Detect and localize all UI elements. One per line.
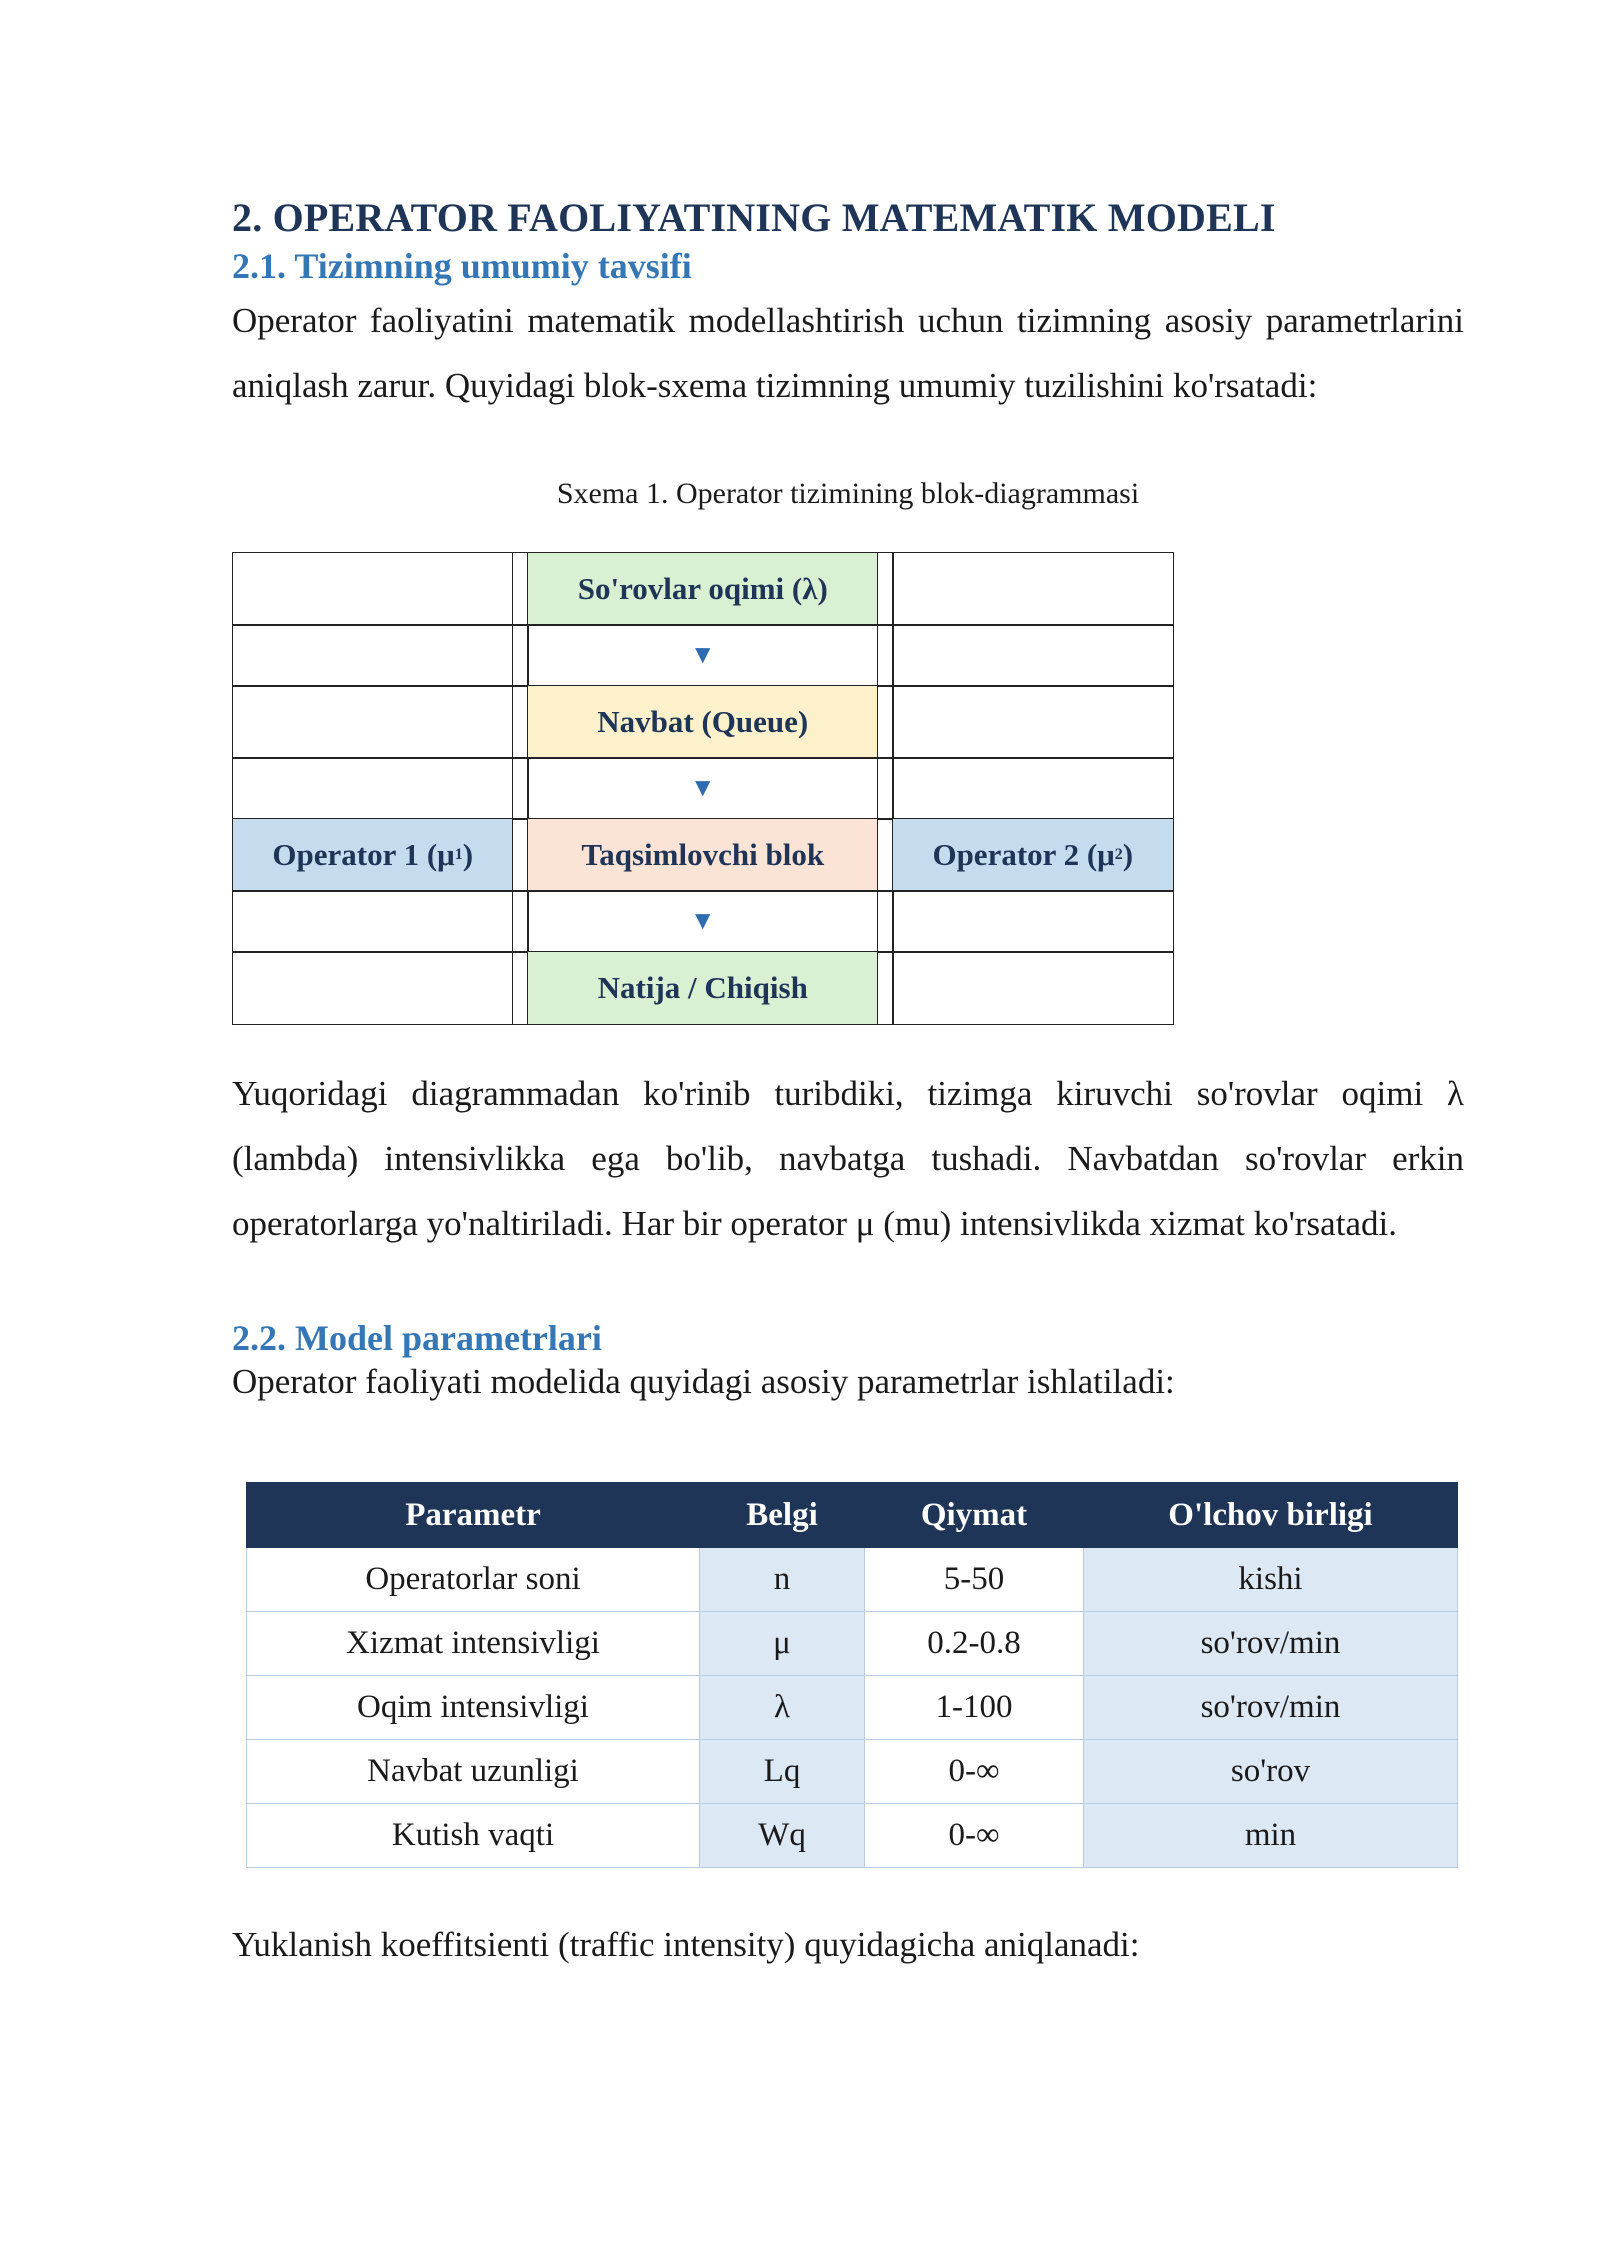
diagram-gap-cell — [512, 624, 529, 687]
cell-unit: so'rov/min — [1084, 1612, 1458, 1676]
table-header-row — [247, 1483, 1458, 1548]
output-block: Natija / Chiqish — [527, 951, 878, 1025]
column-header-value: Qiymat — [865, 1483, 1084, 1548]
diagram-row — [232, 624, 1172, 685]
diagram-gap-cell — [512, 685, 529, 759]
diagram-empty-cell — [232, 890, 513, 953]
table-row — [247, 1612, 1458, 1676]
cell-symbol: n — [700, 1548, 865, 1612]
operator-1-close: ) — [462, 836, 474, 872]
diagram-gap-cell — [512, 757, 529, 820]
operator-1-subscript: 1 — [454, 845, 463, 863]
diagram-gap-cell — [877, 818, 894, 892]
cell-symbol: μ — [700, 1612, 865, 1676]
operator-2-label: Operator 2 (μ — [932, 836, 1115, 872]
cell-symbol: λ — [700, 1676, 865, 1740]
operator-2-subscript: 2 — [1114, 845, 1123, 863]
diagram-empty-cell — [232, 552, 513, 626]
cell-symbol: Lq — [700, 1740, 865, 1804]
diagram-empty-cell — [892, 685, 1173, 759]
diagram-gap-cell — [877, 624, 894, 687]
queue-block: Navbat (Queue) — [527, 685, 878, 759]
section-title-2-2: 2.2. Model parametrlari — [232, 1318, 602, 1358]
traffic-intensity-paragraph: Yuklanish koeffitsienti (traffic intensity) quyidagicha aniqlanadi: — [232, 1925, 1140, 1964]
cell-unit: min — [1084, 1804, 1458, 1868]
page-content — [232, 192, 1464, 1977]
down-arrow-icon: ▼ — [527, 757, 878, 820]
column-header-symbol: Belgi — [700, 1483, 865, 1548]
cell-value: 0-∞ — [865, 1740, 1084, 1804]
diagram-empty-cell — [892, 552, 1173, 626]
table-row — [247, 1804, 1458, 1868]
diagram-row — [232, 890, 1172, 951]
cell-symbol: Wq — [700, 1804, 865, 1868]
operator-1-block — [232, 818, 513, 892]
distributor-block: Taqsimlovchi blok — [527, 818, 878, 892]
operator-2-close: ) — [1122, 836, 1134, 872]
diagram-gap-cell — [877, 552, 894, 626]
cell-parameter: Kutish vaqti — [247, 1804, 700, 1868]
cell-parameter: Xizmat intensivligi — [247, 1612, 700, 1676]
diagram-empty-cell — [232, 624, 513, 687]
cell-value: 0.2-0.8 — [865, 1612, 1084, 1676]
diagram-caption: Sxema 1. Operator tizimining blok-diagrammasi — [556, 477, 1140, 510]
cell-parameter: Oqim intensivligi — [247, 1676, 700, 1740]
diagram-gap-cell — [877, 951, 894, 1025]
cell-unit: so'rov — [1084, 1740, 1458, 1804]
diagram-gap-cell — [877, 757, 894, 820]
down-arrow-icon: ▼ — [527, 624, 878, 687]
diagram-row — [232, 685, 1172, 757]
diagram-gap-cell — [512, 818, 529, 892]
diagram-gap-cell — [512, 890, 529, 953]
diagram-empty-cell — [892, 624, 1173, 687]
cell-unit: so'rov/min — [1084, 1676, 1458, 1740]
section-title-2-1: 2.1. Tizimning umumiy tavsifi — [232, 246, 692, 286]
block-diagram — [232, 552, 1172, 1023]
section-intro-paragraph: Operator faoliyatini matematik modellashtirish uchun tizimning asosiy parametrlarini aniqlash zarur. Quyidagi blok-sxema tizimning umumiy tuzilishini ko'rsatadi: — [232, 301, 1464, 405]
diagram-row — [232, 757, 1172, 818]
down-arrow-icon: ▼ — [527, 890, 878, 953]
diagram-empty-cell — [232, 757, 513, 820]
diagram-row — [232, 951, 1172, 1023]
diagram-empty-cell — [892, 757, 1173, 820]
cell-value: 1-100 — [865, 1676, 1084, 1740]
table-row — [247, 1548, 1458, 1612]
cell-parameter: Navbat uzunligi — [247, 1740, 700, 1804]
diagram-description-paragraph: Yuqoridagi diagrammadan ko'rinib turibdiki, tizimga kiruvchi so'rovlar oqimi λ (lambda) intensivlikka ega bo'lib, navbatga tushadi. Navbatdan so'rovlar erkin operatorlarga yo'naltiriladi. Har bir operator μ (mu) intensivlikda xizmat ko'rsatadi. — [232, 1074, 1464, 1243]
diagram-gap-cell — [877, 890, 894, 953]
table-row — [247, 1676, 1458, 1740]
diagram-empty-cell — [892, 951, 1173, 1025]
diagram-gap-cell — [512, 951, 529, 1025]
chapter-heading: 2. OPERATOR FAOLIYATINING MATEMATIK MODELI — [232, 195, 1276, 240]
operator-1-label: Operator 1 (μ — [272, 836, 455, 872]
cell-value: 5-50 — [865, 1548, 1084, 1612]
diagram-empty-cell — [232, 685, 513, 759]
column-header-parameter: Parametr — [247, 1483, 700, 1548]
diagram-gap-cell — [512, 552, 529, 626]
diagram-row — [232, 818, 1172, 890]
cell-value: 0-∞ — [865, 1804, 1084, 1868]
parameters-table — [246, 1482, 1458, 1868]
parameters-intro-paragraph: Operator faoliyati modelida quyidagi asosiy parametrlar ishlatiladi: — [232, 1362, 1175, 1401]
input-flow-block: So'rovlar oqimi (λ) — [527, 552, 878, 626]
column-header-unit: O'lchov birligi — [1084, 1483, 1458, 1548]
diagram-empty-cell — [232, 951, 513, 1025]
operator-2-block — [892, 818, 1173, 892]
diagram-row — [232, 552, 1172, 624]
cell-unit: kishi — [1084, 1548, 1458, 1612]
cell-parameter: Operatorlar soni — [247, 1548, 700, 1612]
diagram-empty-cell — [892, 890, 1173, 953]
table-row — [247, 1740, 1458, 1804]
diagram-gap-cell — [877, 685, 894, 759]
